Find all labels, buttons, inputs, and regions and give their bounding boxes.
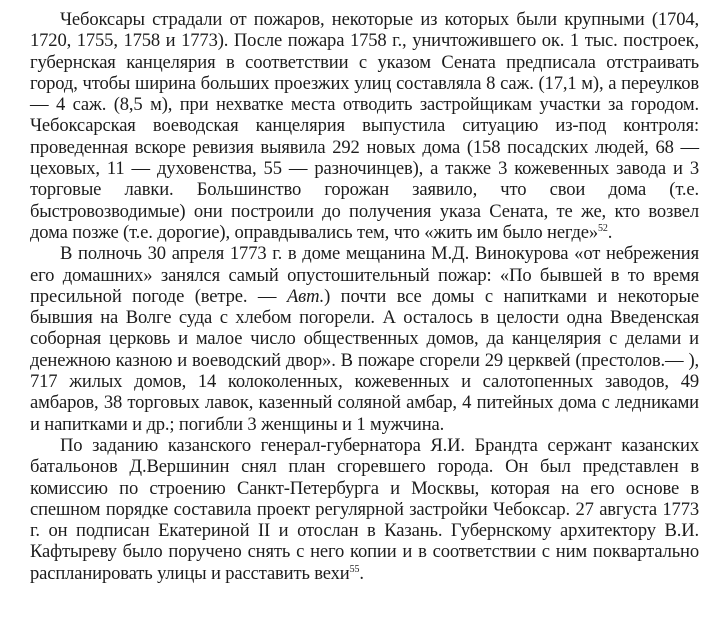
footnote-ref: 55 bbox=[349, 563, 360, 575]
paragraph-tail: . bbox=[607, 221, 613, 243]
paragraph-fires-history bbox=[30, 9, 699, 243]
paragraph-tail: . bbox=[359, 562, 364, 584]
paragraph-city-plan bbox=[30, 435, 699, 584]
paragraph-text: По заданию казанского генерал-губернатора Я.И. Брандта сержант казанских батальонов Д.Вершинин снял план сгоревшего города. Он был представлен в комиссию по строению Санкт-Петербурга и Москвы, которая на его основе в спешном порядке составила проект регулярной застройки Чебоксар. 27 августа 1773 г. он подписан Екатериной II и отослан в Казань. Губернскому архитектору В.И. Кафтыреву было поручено снять с него копии и в соответствии с ним поквартально распланировать улицы и расставить вехи bbox=[30, 434, 699, 584]
paragraph-text: В полночь 30 апреля 1773 г. в доме мещанина М.Д. Винокурова «от небрежения его домашних» занялся самый опустошительный пожар: «По бывшей в то время пресильной погоде (ветре. — bbox=[30, 243, 699, 307]
author-note: Авт. bbox=[286, 285, 325, 307]
paragraph-text: ), 717 жилых домов, 14 колоколенных, кожевенных и салотопенных заводов, 49 амбаров, 38 торговых лавок, казенный соляной амбар, 4 питейных дома с ледниками и напитками и др.; погибли 3 женщины и 1 мужчина bbox=[30, 349, 699, 435]
paragraph-fire-1773 bbox=[30, 243, 699, 435]
paragraph-text: . bbox=[439, 413, 445, 435]
paragraph-text: ) почти все домы с напитками и некоторые бывшия на Волге суда с хлебом погорели. А осталось в целости одна Введенская соборная церковь и малое число общественных домов, да канцелярия с делами и денежною казною и воеводский двор» bbox=[30, 285, 699, 371]
footnote-ref: 52 bbox=[598, 222, 608, 234]
paragraph-text: Чебоксары страдали от пожаров, некоторые из которых были крупными (1704, 1720, 1755, 1758 и 1773). После пожара 1758 г., уничтожившего ок. 1 тыс. построек, губернская канцелярия в соответствии с указом Сената предписала отстраивать город, чтобы ширина больших проезжих улиц составляла 8 саж. (17,1 м), а переулков — 4 саж. (8,5 м), при нехватке места отводить застройщикам участки за городом. Чебоксарская воеводская канцелярия выпустила ситуацию из-под контроля: проведенная вскоре ревизия выявила 292 новых дома (158 посадских людей, 68 — цеховых, 11 — духовенства, 55 — разночинцев), а также 3 кожевенных завода и 3 торговые лавки. Большинство горожан заявило, что свои дома (т.е. быстровозводимые) они построили до получения указа Сената, те же, кто возвел дома позже (т.е. дорогие), оправдывались тем, что «жить им было негде» bbox=[30, 9, 699, 243]
paragraph-text: . В пожаре сгорели 29 церквей (престолов.— bbox=[331, 349, 689, 371]
